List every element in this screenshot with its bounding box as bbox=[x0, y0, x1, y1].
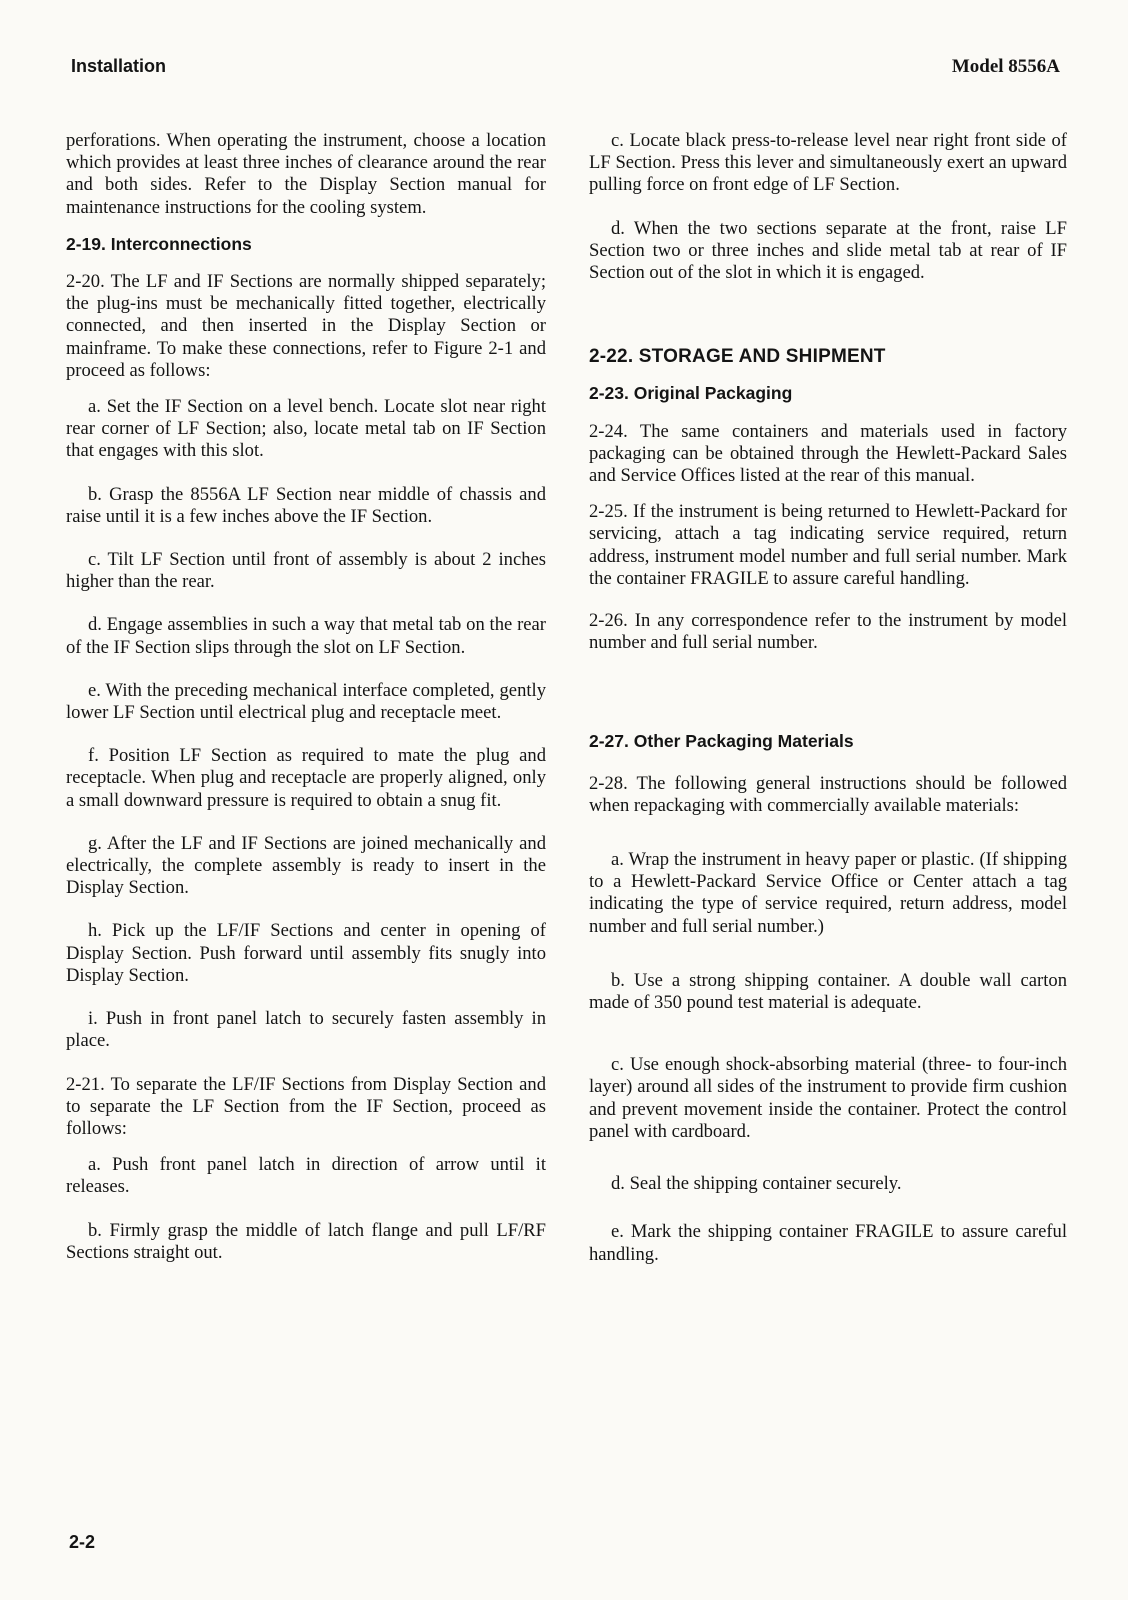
left-column bbox=[66, 130, 546, 1285]
step-join-g: g. After the LF and IF Sections are joined mechanically and electrically, the complete assembly is ready to insert in the Display Section. bbox=[66, 832, 546, 899]
step-join-i: i. Push in front panel latch to securely fasten assembly in place. bbox=[66, 1008, 546, 1052]
step-pack-d: d. Seal the shipping container securely. bbox=[611, 1173, 902, 1195]
step-join-c: c. Tilt LF Section until front of assembly is about 2 inches higher than the rear. bbox=[66, 549, 546, 593]
paragraph-cooling: perforations. When operating the instrument, choose a location which provides at least three inches of clearance around the rear and both sides. Refer to the Display Section manual for maintenance instructions for the cooling system. bbox=[66, 130, 546, 218]
heading-2-23: 2-23. Original Packaging bbox=[589, 383, 793, 404]
step-separate-b: b. Firmly grasp the middle of latch flange and pull LF/RF Sections straight out. bbox=[66, 1219, 546, 1263]
paragraph-2-21: 2-21. To separate the LF/IF Sections from Display Section and to separate the LF Section from the IF Section, proceed as follows: bbox=[66, 1073, 546, 1139]
step-separate-a: a. Push front panel latch in direction of arrow until it releases. bbox=[66, 1154, 546, 1198]
heading-2-22: 2-22. STORAGE AND SHIPMENT bbox=[589, 346, 886, 368]
step-join-b: b. Grasp the 8556A LF Section near middle of chassis and raise until it is a few inches above the IF Section. bbox=[66, 483, 546, 527]
step-pack-c: c. Use enough shock-absorbing material (three- to four-inch layer) around all sides of the instrument to provide firm cushion and prevent movement inside the container. Protect the control panel with cardboard. bbox=[589, 1054, 1067, 1142]
step-join-d: d. Engage assemblies in such a way that metal tab on the rear of the IF Section slips through the slot on LF Section. bbox=[66, 614, 546, 658]
page-number: 2-2 bbox=[69, 1532, 96, 1552]
right-column bbox=[589, 130, 1067, 1287]
step-pack-b: b. Use a strong shipping container. A double wall carton made of 350 pound test material is adequate. bbox=[589, 969, 1067, 1014]
step-separate-c: c. Locate black press-to-release level near right front side of LF Section. Press this lever and simultaneously exert an upward pulling force on front edge of LF Section. bbox=[589, 130, 1067, 196]
header-section-title: Installation bbox=[71, 56, 167, 76]
paragraph-2-26: 2-26. In any correspondence refer to the instrument by model number and full serial number. bbox=[589, 610, 1067, 654]
step-pack-a: a. Wrap the instrument in heavy paper or plastic. (If shipping to a Hewlett-Packard Service Office or Center attach a tag indicating the type of service required, return address, model number and full serial number.) bbox=[589, 849, 1067, 937]
step-pack-e: e. Mark the shipping container FRAGILE to assure careful handling. bbox=[589, 1221, 1067, 1265]
heading-2-19: 2-19. Interconnections bbox=[66, 233, 252, 254]
paragraph-2-24: 2-24. The same containers and materials used in factory packaging can be obtained through the Hewlett-Packard Sales and Service Offices listed at the rear of this manual. bbox=[589, 420, 1067, 487]
paragraph-2-28: 2-28. The following general instructions should be followed when repackaging with commercially available materials: bbox=[589, 772, 1067, 816]
step-join-e: e. With the preceding mechanical interface completed, gently lower LF Section until electrical plug and receptacle meet. bbox=[66, 679, 546, 724]
heading-2-27: 2-27. Other Packaging Materials bbox=[589, 731, 854, 752]
step-join-h: h. Pick up the LF/IF Sections and center in opening of Display Section. Push forward until assembly fits snugly into Display Section. bbox=[66, 920, 546, 986]
paragraph-2-25: 2-25. If the instrument is being returned to Hewlett-Packard for servicing, attach a tag indicating service required, return address, instrument model number and full serial number. Mark the container FRAGILE to assure careful handling. bbox=[589, 501, 1067, 589]
step-separate-d: d. When the two sections separate at the front, raise LF Section two or three inches and slide metal tab at rear of IF Section out of the slot in which it is engaged. bbox=[589, 217, 1067, 284]
header-model-number: Model 8556A bbox=[951, 56, 1060, 77]
step-join-a: a. Set the IF Section on a level bench. Locate slot near right rear corner of LF Section; also, locate metal tab on IF Section that engages with this slot. bbox=[66, 396, 546, 462]
paragraph-2-20: 2-20. The LF and IF Sections are normally shipped separately; the plug-ins must be mechanically fitted together, electrically connected, and then inserted in the Display Section or mainframe. To make these connections, refer to Figure 2-1 and proceed as follows: bbox=[66, 271, 546, 381]
step-join-f: f. Position LF Section as required to mate the plug and receptacle. When plug and receptacle are properly aligned, only a small downward pressure is required to obtain a snug fit. bbox=[66, 745, 546, 811]
